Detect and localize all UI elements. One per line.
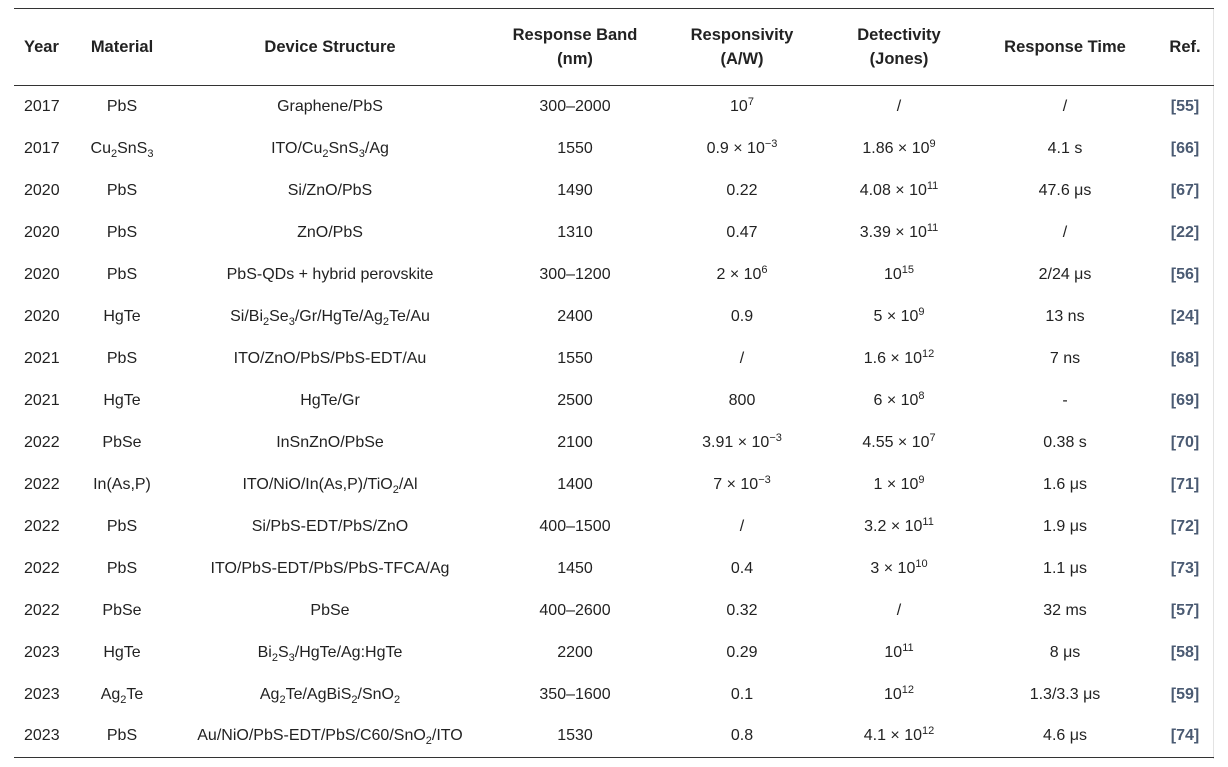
cell-detectivity: $4.08 \times 10^{11}$: [859, 179, 939, 199]
header-responsivity-line2: (A/W): [720, 50, 764, 68]
cell-ref-link[interactable]: [22]: [1170, 223, 1200, 241]
cell-device-structure: ZnO/PbS: [297, 223, 363, 241]
cell-responsivity: 0.8: [660, 716, 824, 758]
cell-response-time: 8 μs: [1049, 643, 1081, 661]
cell-response-time: -: [1062, 391, 1068, 409]
cell-ref-link[interactable]: [70]: [1170, 433, 1200, 451]
cell-year: 2023: [24, 685, 60, 703]
header-row: [14, 9, 1214, 86]
cell-year: 2020: [24, 265, 60, 283]
table-row: [14, 548, 1214, 590]
cell-ref-link[interactable]: [55]: [1170, 97, 1200, 115]
cell-material: PbS: [106, 349, 138, 367]
cell-material: PbS: [106, 223, 138, 241]
cell-ref-link[interactable]: [74]: [1156, 716, 1214, 758]
cell-device-structure: PbSe: [310, 601, 350, 619]
cell-ref-link[interactable]: [72]: [1170, 517, 1200, 535]
cell-response-band: 350–1600: [539, 685, 611, 703]
cell-response-time: 1.9 μs: [1043, 517, 1087, 535]
cell-detectivity: $4.1 \times 10^{12}$: [824, 716, 974, 758]
cell-detectivity: $3.2 \times 10^{11}$: [864, 515, 934, 535]
cell-response-band: 1400: [557, 475, 593, 493]
cell-responsivity: 0.47: [726, 223, 758, 241]
table-row: [14, 506, 1214, 548]
table-row: [14, 86, 1214, 128]
table-row: [14, 716, 1214, 758]
cell-material: PbSe: [102, 433, 142, 451]
cell-responsivity: /: [739, 349, 745, 367]
cell-responsivity: 0.9: [730, 307, 754, 325]
header-ref: Ref.: [1156, 9, 1214, 86]
header-responsivity: [660, 9, 824, 86]
cell-ref-link[interactable]: [58]: [1170, 643, 1200, 661]
cell-detectivity: $3 \times 10^{10}$: [870, 557, 928, 577]
cell-year: 2022: [24, 559, 60, 577]
header-year: Year: [14, 9, 74, 86]
table-row: [14, 128, 1214, 170]
cell-response-time: 4.1 s: [1047, 139, 1083, 157]
cell-responsivity: $0.9 \times 10^{-3}$: [706, 137, 778, 157]
cell-year: 2023: [14, 716, 74, 758]
cell-device-structure: ITO/NiO/In(As,P)/TiO$_2$/Al: [242, 475, 418, 496]
cell-response-time: /: [1062, 97, 1068, 115]
cell-device-structure: PbS-QDs + hybrid perovskite: [226, 265, 434, 283]
cell-ref-link[interactable]: [71]: [1170, 475, 1200, 493]
cell-device-structure: HgTe/Gr: [300, 391, 360, 409]
cell-response-time: 32 ms: [1043, 601, 1087, 619]
cell-ref-link[interactable]: [69]: [1170, 391, 1200, 409]
table-row: [14, 422, 1214, 464]
header-detectivity: Detectivity (Jones): [824, 9, 974, 86]
cell-response-time: 47.6 μs: [1038, 181, 1092, 199]
cell-response-band: 1550: [557, 349, 593, 367]
cell-response-time: 4.6 μs: [974, 716, 1156, 758]
cell-detectivity: $1.86 \times 10^9$: [862, 137, 936, 157]
cell-responsivity: 0.22: [726, 181, 758, 199]
table-row: [14, 464, 1214, 506]
cell-year: 2022: [24, 433, 60, 451]
table-row: [14, 296, 1214, 338]
cell-ref-link[interactable]: [73]: [1170, 559, 1200, 577]
cell-year: 2020: [24, 307, 60, 325]
cell-responsivity: /: [739, 517, 745, 535]
table-header: [14, 9, 1214, 86]
cell-detectivity: $1.6 \times 10^{12}$: [863, 347, 935, 367]
cell-detectivity: $6 \times 10^8$: [873, 389, 925, 409]
cell-responsivity: 0.29: [726, 643, 758, 661]
cell-material: HgTe: [103, 643, 141, 661]
cell-device-structure: ITO/ZnO/PbS/PbS-EDT/Au: [233, 349, 427, 367]
table-row: [14, 254, 1214, 296]
cell-material: HgTe: [103, 391, 141, 409]
cell-responsivity: 800: [728, 391, 756, 409]
cell-device-structure: InSnZnO/PbSe: [276, 433, 384, 451]
cell-response-band: 1490: [557, 181, 593, 199]
cell-detectivity: $1 \times 10^9$: [873, 473, 925, 493]
cell-response-band: 1530: [490, 716, 660, 758]
cell-ref-link[interactable]: [56]: [1170, 265, 1200, 283]
cell-responsivity: 0.4: [730, 559, 754, 577]
cell-response-time: 13 ns: [1045, 307, 1085, 325]
cell-response-band: 1310: [557, 223, 593, 241]
cell-device-structure: ITO/$Cu_2SnS_3/Ag$: [271, 139, 389, 160]
cell-material: PbS: [106, 517, 138, 535]
cell-device-structure: Si/PbS-EDT/PbS/ZnO: [251, 517, 409, 535]
cell-detectivity: $4.55 \times 10^7$: [862, 431, 936, 451]
cell-year: 2021: [24, 391, 60, 409]
cell-device-structure: Graphene/PbS: [277, 97, 383, 115]
cell-response-band: 2200: [557, 643, 593, 661]
cell-detectivity: /: [896, 97, 902, 115]
cell-year: 2017: [24, 97, 60, 115]
table-row: [14, 674, 1214, 716]
header-response-band: Response Band (nm): [490, 9, 660, 86]
cell-ref-link[interactable]: [24]: [1170, 307, 1200, 325]
cell-year: 2021: [24, 349, 60, 367]
cell-ref-link[interactable]: [57]: [1170, 601, 1200, 619]
header-response-time: Response Time: [974, 9, 1156, 86]
cell-detectivity: $10^{11}$: [884, 641, 914, 661]
cell-response-band: 1550: [557, 139, 593, 157]
cell-material: PbS: [106, 559, 138, 577]
cell-ref-link[interactable]: [59]: [1170, 685, 1200, 703]
cell-material: PbS: [106, 265, 138, 283]
cell-device-structure: $Si/Bi_2Se_3/Gr/HgTe/Ag_2Te/Au$: [230, 307, 430, 328]
cell-year: 2020: [24, 181, 60, 199]
cell-material: In(As,P): [93, 475, 151, 493]
cell-year: 2022: [24, 601, 60, 619]
cell-device-structure: $Ag_2Te/AgBiS_2/SnO_2$: [259, 685, 401, 706]
cell-response-band: 2500: [557, 391, 593, 409]
cell-responsivity: $7 \times 10^{-3}$: [713, 473, 771, 493]
header-device-structure: Device Structure: [170, 9, 490, 86]
cell-detectivity: /: [896, 601, 902, 619]
header-responsivity-line1: Responsivity: [690, 26, 794, 44]
cell-response-band: 300–1200: [539, 265, 611, 283]
cell-material: PbSe: [102, 601, 142, 619]
cell-device-structure: $Bi_2S_3/HgTe/Ag:HgTe$: [257, 643, 403, 664]
cell-detectivity: $10^{12}$: [883, 683, 915, 703]
cell-ref-link[interactable]: [67]: [1170, 181, 1200, 199]
cell-response-band: 1450: [557, 559, 593, 577]
cell-material: HgTe: [103, 307, 141, 325]
cell-ref-link[interactable]: [66]: [1170, 139, 1200, 157]
cell-response-band: 400–2600: [539, 601, 611, 619]
cell-material: $Cu_2SnS_3$: [90, 139, 154, 160]
cell-response-time: 1.3/3.3 μs: [1029, 685, 1101, 703]
header-material: Material: [74, 9, 170, 86]
cell-device-structure: ITO/PbS-EDT/PbS/PbS-TFCA/Ag: [210, 559, 450, 577]
table-row: [14, 632, 1214, 674]
cell-detectivity: $10^{15}$: [883, 263, 915, 283]
table-row: [14, 338, 1214, 380]
cell-material: PbS: [74, 716, 170, 758]
table-row: [14, 212, 1214, 254]
cell-response-band: 300–2000: [539, 97, 611, 115]
cell-device-structure: Si/ZnO/PbS: [287, 181, 373, 199]
table-row: [14, 380, 1214, 422]
cell-response-band: 2100: [557, 433, 593, 451]
cell-material: PbS: [106, 97, 138, 115]
cell-response-time: /: [1062, 223, 1068, 241]
table-row: [14, 590, 1214, 632]
cell-response-time: 7 ns: [1049, 349, 1081, 367]
cell-response-time: 1.1 μs: [1043, 559, 1087, 577]
cell-response-time: 0.38 s: [1043, 433, 1087, 451]
cell-device-structure: Au/NiO/PbS-EDT/PbS/C60/SnO$_2$/ITO: [170, 716, 490, 758]
cell-responsivity: 0.32: [726, 601, 758, 619]
detector-comparison-table: [14, 8, 1214, 758]
table-row: [14, 170, 1214, 212]
cell-responsivity: $3.91 \times 10^{-3}$: [702, 431, 782, 451]
cell-response-time: 2/24 μs: [1038, 265, 1092, 283]
cell-response-band: 2400: [557, 307, 593, 325]
cell-year: 2022: [24, 475, 60, 493]
table-container: [14, 8, 1214, 759]
cell-responsivity: $2 \times 10^6$: [716, 263, 768, 283]
cell-detectivity: $3.39 \times 10^{11}$: [859, 221, 939, 241]
table-body: [14, 86, 1214, 758]
cell-material: $Ag_2Te$: [100, 685, 144, 706]
cell-year: 2020: [24, 223, 60, 241]
cell-detectivity: $5 \times 10^9$: [873, 305, 925, 325]
cell-response-time: 1.6 μs: [1043, 475, 1087, 493]
cell-ref-link[interactable]: [68]: [1170, 349, 1200, 367]
cell-response-band: 400–1500: [539, 517, 611, 535]
cell-responsivity: 0.1: [730, 685, 754, 703]
cell-year: 2023: [24, 643, 60, 661]
cell-year: 2022: [24, 517, 60, 535]
cell-year: 2017: [24, 139, 60, 157]
cell-responsivity: $10^7$: [730, 95, 754, 115]
cell-material: PbS: [106, 181, 138, 199]
